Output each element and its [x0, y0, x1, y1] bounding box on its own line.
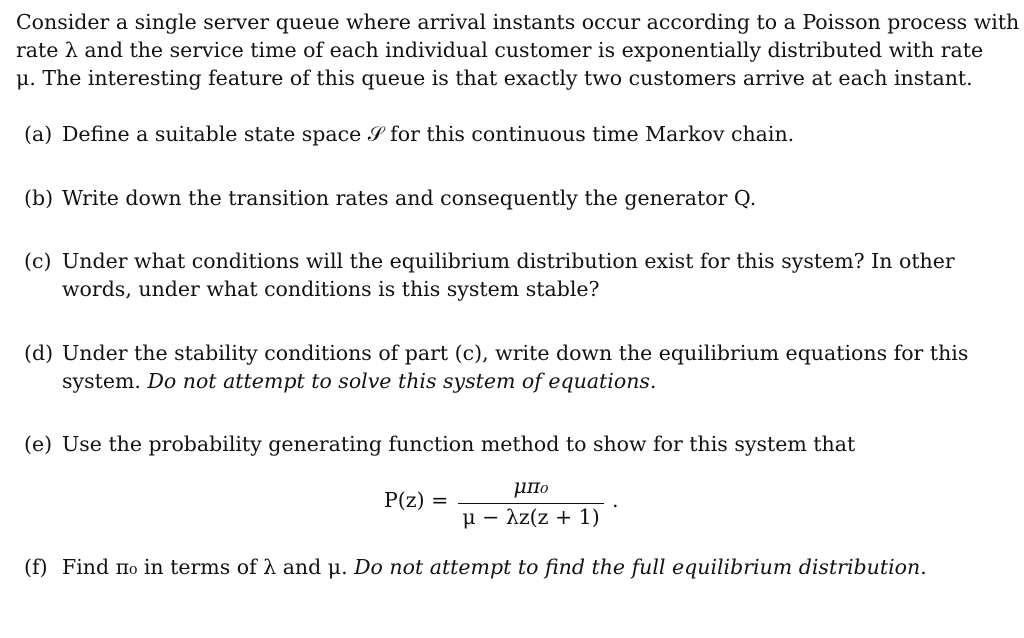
part-b-label: (b) — [24, 186, 54, 210]
part-f-plain: Find π₀ in terms of λ and μ. — [62, 555, 355, 579]
part-f-italic: Do not attempt to find the full equilibrium distribution. — [354, 555, 927, 579]
part-f-label: (f) — [24, 555, 48, 579]
formula-numerator: μπ₀ — [513, 474, 549, 498]
part-d-line-1: Under the stability conditions of part (c), write down the equilibrium equations for this — [62, 341, 969, 365]
part-b-text: Write down the transition rates and consequently the generator Q. — [62, 186, 757, 210]
formula-denominator: μ − λz(z + 1) — [462, 505, 600, 529]
formula-lhs: P(z) = — [384, 488, 449, 512]
part-c-label: (c) — [24, 249, 52, 273]
formula-trailing-period: . — [612, 488, 619, 512]
fraction-bar — [458, 503, 604, 504]
part-e-label: (e) — [24, 432, 53, 456]
part-a-label: (a) — [24, 122, 53, 146]
part-d-line-2 — [62, 367, 656, 395]
intro-line-3: μ. The interesting feature of this queue is that exactly two customers arrive at each instant. — [16, 66, 973, 90]
part-e-text: Use the probability generating function method to show for this system that — [62, 432, 856, 456]
pgf-formula — [360, 474, 660, 534]
part-d-line-2-italic: Do not attempt to solve this system of equations. — [147, 369, 657, 393]
part-c-line-1: Under what conditions will the equilibrium distribution exist for this system? In other — [62, 249, 955, 273]
intro-line-1: Consider a single server queue where arrival instants occur according to a Poisson process with — [16, 10, 1020, 34]
part-d-line-2-plain: system. — [62, 369, 148, 393]
part-a-text: Define a suitable state space 𝒮 for this continuous time Markov chain. — [62, 122, 795, 146]
part-c-line-2: words, under what conditions is this system stable? — [62, 277, 600, 301]
part-d-label: (d) — [24, 341, 54, 365]
intro-line-2: rate λ and the service time of each individual customer is exponentially distributed with rate — [16, 38, 984, 62]
part-f-text — [62, 553, 927, 581]
